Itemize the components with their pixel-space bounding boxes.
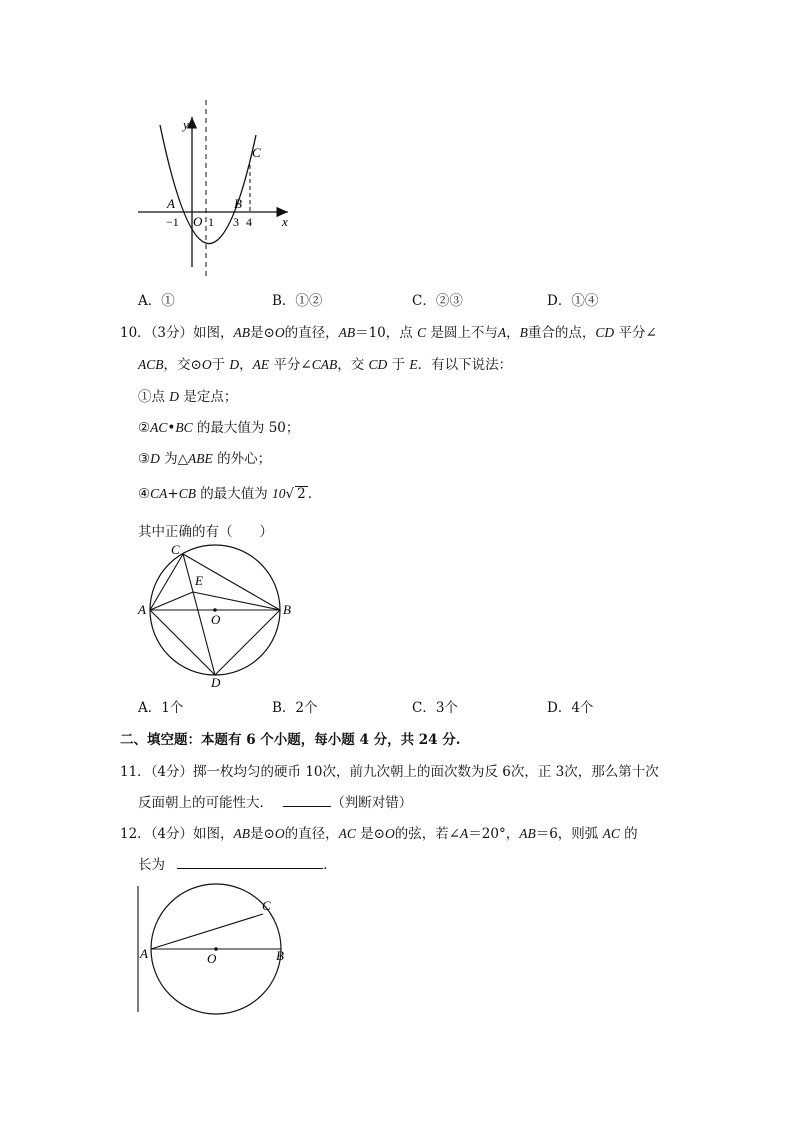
section-2-heading: 二、填空题：本题有 6 个小题，每小题 4 分，共 24 分. (120, 732, 461, 748)
x-axis-label: x (282, 214, 288, 229)
svg-text:O: O (211, 612, 221, 627)
sqrt-symbol: √ (285, 486, 295, 502)
svg-text:B: B (276, 948, 284, 963)
q12-number: 12． (120, 826, 151, 842)
svg-text:E: E (195, 573, 203, 588)
svg-text:C: C (262, 898, 271, 913)
q9-option-a[interactable]: A．① (138, 293, 175, 309)
svg-text:O: O (207, 951, 217, 966)
q10-statement-4: ④CA+CB 的最大值为 10√ 2 ． (138, 486, 322, 502)
tick-four: 4 (246, 215, 252, 229)
point-B-label: B (234, 196, 242, 211)
q12-answer-blank[interactable] (177, 854, 323, 869)
q9-option-c[interactable]: C．②③ (412, 293, 463, 309)
q9-option-b[interactable]: B．①② (272, 293, 323, 309)
q11-score: （4分） (150, 764, 194, 780)
q11-line1: 11．（4分）掷一枚均匀的硬币 10次，前九次朝上的面次数为反 6次，正 3次，那么第十次 (120, 764, 659, 780)
circle-figure-q12 (130, 882, 300, 1017)
tick-three: 3 (233, 215, 239, 229)
svg-text:A: A (140, 946, 148, 961)
q9-option-d[interactable]: D．①④ (547, 293, 599, 309)
q11-line2: 反面朝上的可能性大． （判断对错） (138, 791, 412, 811)
q11-answer-blank[interactable] (283, 792, 331, 807)
origin-label: O (193, 214, 203, 229)
svg-text:C: C (171, 542, 180, 557)
q10-line2: ACB，交⊙O于 D，AE 平分∠CAB，交 CD 于 E．有以下说法： (138, 357, 513, 373)
svg-text:A: A (138, 602, 146, 617)
q10-question: 其中正确的有（ ） (138, 524, 273, 540)
tick-one: 1 (208, 215, 214, 229)
q10-statement-1: ①点 D 是定点； (138, 389, 238, 405)
parabola-figure (130, 95, 300, 285)
q10-option-b[interactable]: B．2个 (272, 700, 318, 716)
q10-line1: 10．（3分）如图，AB是⊙O的直径，AB＝10，点 C 是圆上不与A，B重合的点，CD 平分∠ (120, 325, 657, 341)
sqrt-radicand: 2 (297, 486, 306, 502)
y-axis-label: y (183, 117, 189, 132)
q10-option-a[interactable]: A．1个 (138, 700, 184, 716)
q10-option-d[interactable]: D．4个 (547, 700, 594, 716)
q10-number: 10． (120, 325, 151, 341)
q10-statement-2: ②AC•BC 的最大值为 50； (138, 420, 300, 436)
q12-line2: 长为 ． (138, 853, 337, 873)
point-A-label: A (167, 196, 175, 211)
q10-option-c[interactable]: C．3个 (412, 700, 458, 716)
q10-statement-3: ③D 为△ABE 的外心； (138, 451, 272, 467)
q12-line1: 12．（4分）如图，AB是⊙O的直径，AC 是⊙O的弦，若∠A＝20°，AB＝6，则弧 AC 的 (120, 826, 638, 842)
tick-minus-one: −1 (166, 215, 179, 229)
q10-score: （3分） (150, 325, 194, 341)
q11-number: 11． (120, 764, 151, 780)
svg-text:B: B (283, 602, 291, 617)
circle-figure-q10 (135, 540, 300, 690)
q12-score: （4分） (150, 826, 194, 842)
point-C-label: C (252, 145, 261, 160)
svg-text:D: D (211, 675, 221, 690)
